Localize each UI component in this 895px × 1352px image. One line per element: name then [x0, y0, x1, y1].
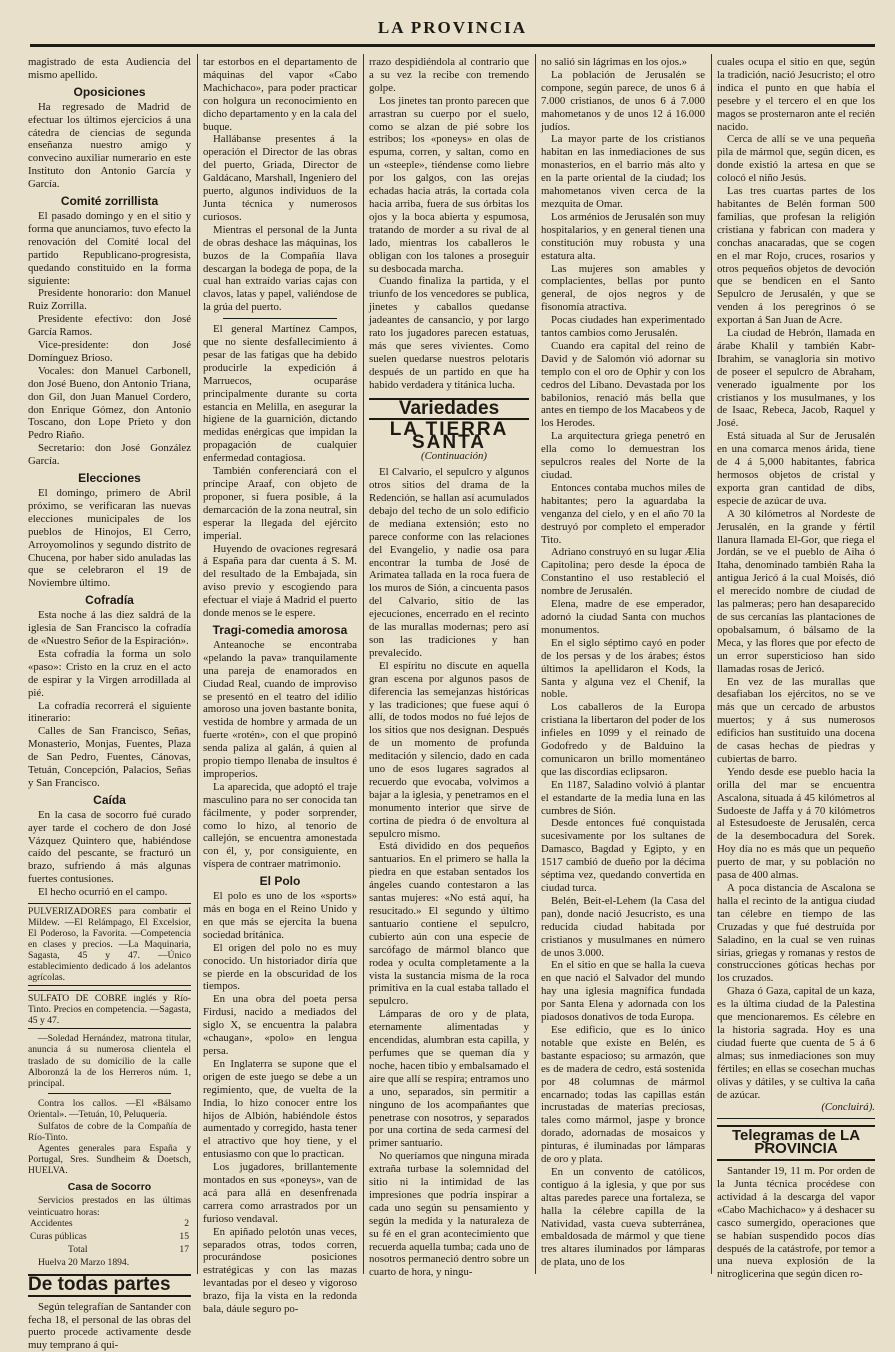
tierra-text: La mayor parte de los cristianos habitan en las inmediaciones de sus monasterios, en el barrio más alto y en la parte oriental de la ciudad; los mahometanos viven cerca de la mezquita de Omar.: [541, 133, 705, 210]
comite-item: Vocales: don Manuel Carbonell, don José Bueno, don Antonio Triana, don Gil, don Juan Manuel Cordero, don Enrique Gómez, don Antonio Toscano, don Lope Prieto y don Pedro Riaño.: [28, 364, 191, 442]
table-cell: 2: [184, 1217, 189, 1229]
comite-item: Vice-presidente: don José Domínguez Brioso.: [28, 339, 191, 364]
polo-text: El polo es uno de los «sports» más en boga en el Reino Unido y en que más se ejercita la buena sociedad británica.: [203, 890, 357, 941]
heading-oposiciones: Oposiciones: [73, 84, 146, 99]
socorro-intro: Servicios prestados en las últimas veinticuatro horas:: [28, 1195, 191, 1218]
ad-sulfato: SULFATO DE COBRE inglés y Río-Tinto. Precios en competencia. —Sagasta, 45 y 47.: [28, 990, 191, 1029]
comite-item: Secretario: don José González García.: [28, 442, 191, 468]
tierra-text: Los caballeros de la Europa cristiana la libertaron del poder de los infieles en 1099 y el reinado de Godofredo y de Balduino la comunicaron un brillo momentáneo que las discordias eclipsaron.: [541, 701, 705, 778]
polo-text: El origen del polo no es muy conocido. Un historiador diría que se pierde en la obscuridad de los tiempos.: [203, 941, 357, 993]
cofradia-text: La cofradía recorrerá el siguiente itinerario:: [28, 699, 191, 725]
polo-text: Los jugadores, brillantemente montados en sus «poneys», van de acá para allá en desenfrenada carrera como arrastrados por un furioso vendaval.: [203, 1161, 357, 1225]
column-1: [28, 56, 191, 1352]
tierra-text: Los arménios de Jerusalén son muy hospitalarios, y en general tienen una constitución muy robusta y una estatura alta.: [541, 210, 705, 262]
heading-elecciones: Elecciones: [78, 471, 141, 486]
comite-text: El pasado domingo y en el sitio y forma que anunciamos, tuvo efecto la renovación del Comité local del partido Republicano-progresista, quedando constituido en la forma siguiente:: [28, 209, 191, 287]
socorro-table: [28, 1218, 191, 1257]
heading-variedades: Variedades: [369, 398, 529, 421]
heading-casa-socorro: Casa de Socorro: [67, 1180, 152, 1193]
table-row: [28, 1244, 191, 1257]
polo-text: En una obra del poeta persa Firdusi, nacido a mediados del siglo X, se encuentra la palabra «chaugan», «polo» en lengua persa.: [203, 993, 357, 1057]
tierra-text: Yendo desde ese pueblo hacia la orilla del mar se encuentra Ascalona, situada á 45 kilómetros al Sudoeste de Jaffa y á 70 kilómetros al Estesudoeste de Jerusalén, cerca de la desembocadura del Sorek. Hoy día no es más que un pequeño puerto de mar, y su población no pasa de 400 almas.: [717, 765, 875, 882]
table-cell: Curas públicas: [30, 1230, 87, 1242]
tierra-text: La arquitectura griega penetró en ella como lo demuestran los sepulcros reales del Norte de la ciudad.: [541, 430, 705, 481]
caida-text: En la casa de socorro fué curado ayer tarde el cochero de don José Vázquez Quintero que, habiéndose caído del pescante, se fracturó un brazo, sufriendo á más algunas fuertes contusiones.: [28, 808, 191, 886]
ad-callos: Contra los callos. —El «Bálsamo Oriental». —Tetuán, 10, Peluquería.: [28, 1098, 191, 1121]
tierra-text: Entonces contaba muchos miles de habitantes; pero la aguardaba la venganza del cielo, y en el año 70 la destruyó por completo el emperador Tito.: [541, 481, 705, 546]
cofradia-text: Esta cofradía la forma un solo «paso»: Cristo en la cruz en el acto de espirar y la Virgen arrodillada al pié.: [28, 647, 191, 699]
todas-text: Según telegrafían de Santander con fecha 18, el personal de las obras del puerto procede activamente desde muy temprano á qui-: [28, 1300, 191, 1352]
column-3: [369, 56, 529, 1279]
tierra-text: El espíritu no discute en aquella gran escena por algunos pasos de diferencia las semejanzas históricas y las tradiciones; que fuese aquí ó allí, de todos modos no fué lejos de los sitios que nos designan. Después de un momento de profunda meditación y silencio, dado en cada uno de esos lugares sagrados al recuerdo que evocaba, volvimos a bajar a la iglesia, y penetramos en el monumento interior que sirve de cortina de piedra ó de envoltura al sepulcro mismo.: [369, 659, 529, 840]
column-divider: [711, 54, 712, 1274]
article-text: El general Martínez Campos, que no siente desfallecimiento á pesar de las fatigas que ha debido producirle la expedición á Marruecos, ocuparáse principalmente durante su corta estancia en Melilla, en asegurar la higiene de la guarnición, dictando medidas enérgicas que impidan la propagación de cualquier enfermedad contagiosa.: [203, 323, 357, 465]
polo-text: rrazo despidiéndola al contrario que a su vez la recibe con tremendo golpe.: [369, 56, 529, 94]
tierra-text: El Calvario, el sepulcro y algunos otros sitios del drama de la Redención, se hallan así acumulados debajo del techo de un solo edificio de mediana extensión; esto no parece conforme con las relaciones del Evangelio, y nadie osa para encontrar la tumba de José de Arimatea tallada en la roca fuera de los muros de Sión, a cincuenta pasos del Calvario, sitio de las ejecuciones, encerrado en el recinto de las murallas modernas; pero así son las tradiciones y han prevalecido.: [369, 466, 529, 659]
table-row: [28, 1218, 191, 1231]
tierra-text: Cerca de allí se ve una pequeña pila de mármol que, según dicen, es donde existió la artesa en que se colocó el niño Jesús.: [717, 133, 875, 185]
heading-la-tierra-santa: LA TIERRA SANTA: [389, 419, 509, 454]
table-cell: 17: [179, 1243, 189, 1255]
polo-text: En Inglaterra se supone que el origen de este juego se debe a un regimiento, que, de vuelta de la India, lo hizo conocer entre los hijos de Albión, habiéndole éstos aumentado y corregido, hasta tener el atractivo que hoy tiene, y el entusiasmo con que lo practican.: [203, 1057, 357, 1161]
comite-item: Presidente honorario: don Manuel Ruiz Zorrilla.: [28, 287, 191, 313]
polo-text: Los jinetes tan pronto parecen que arrastran su cuerpo por el suelo, como se alzan de pié sobre los estribos; los «poneys» en olas de espuma, corren, y saltan, como en un «steeple», tiéndense como liebre por los galgos, con las orejas echadas hacia atrás, la cortada cola hacia arriba, fuera de sus órbitas los ojos y la boca abierta y espumosa, tratando de morder a su rival de al lado, mientras los caballeros le obligan con los talones a proseguir su desbocada marcha.: [369, 94, 529, 275]
telegramas-text: Santander 19, 11 m. Por orden de la Junta técnica procédese con actividad á la descarga del vapor «Cabo Machichaco» y á deshacer su casco sumergido, operaciones que se habían suspendido pocos días después de la catástrofe, por temor a una nueva explosión de la nitroglicerina que según dicen ro-: [717, 1165, 875, 1281]
comite-item: Presidente efectivo: don José García Ramos.: [28, 313, 191, 339]
tierra-text: Está dividido en dos pequeños santuarios. En el primero se halla la piedra en que estaban sentados los ángeles cuando contestaron a las santas mujeres: «No está aquí, ha resucitado.» El segundo y último santuario contiene el sepulcro, cubierto aún con una especie de sarcófago de mármol blanco que rodea y oculta completamente a la vista la sustancia misma de la roca primitiva en la cual estaba tallado el sepulcro.: [369, 840, 529, 1008]
heading-el-polo: El Polo: [259, 874, 301, 889]
tierra-text: Pocas ciudades han experimentado tantos cambios como Jerusalén.: [541, 314, 705, 340]
tierra-text: no salió sin lágrimas en los ojos.»: [541, 56, 688, 68]
tierra-text: En el sitio en que se halla la cueva en que nació el Salvador del mundo hay una iglesia magnífica fundada por Santa Elena y adornada con los piadosos donativos de toda Europa.: [541, 959, 705, 1024]
oposiciones-text: Ha regresado de Madrid de efectuar los últimos ejercicios á una cátedra de ciencias de segunda enseñanza nuestro amigo y convecino auxiliar numerario en este Instituto don Antonio García y García.: [28, 100, 191, 191]
cofradia-itinerary: Calles de San Francisco, Señas, Monasterio, Monjas, Fuentes, Plaza de San Pedro, Fuentes, Cánovas, Tetuán, Concepción, Palacios, Señas y San Francisco.: [28, 725, 191, 789]
article-text: Hallábanse presentes á la operación el Director de las obras del puerto, Griada, Director de Galdácano, Marshall, Ingeniero del puerto, algunos individuos de la Junta técnica y numerosos curiosos.: [203, 133, 357, 223]
ad-matrona: —Soledad Hernández, matrona titular, anuncia á su numerosa clientela el traslado de su domicilio de la calle Alboronzá la de los Herreros núm. 1, principal.: [28, 1033, 191, 1089]
masthead-rule: [30, 44, 875, 47]
heading-caida: Caída: [93, 792, 126, 807]
table-cell: 15: [179, 1230, 189, 1242]
heading-telegramas: Telegramas de LA PROVINCIA: [717, 1125, 875, 1161]
caida-text: El hecho ocurrió en el campo.: [38, 886, 168, 899]
polo-text: Cuando finaliza la partida, y el triunfo de los vencedores se publica, jinetes y caballos quedanse jadeantes de cansancio, y por largo rato los jugadores parecen estatuas, más que seres vivientes. Como suelen quedarse nuestros pelotaris después de un partido en que ha habido verdadera y titánica lucha.: [369, 275, 529, 391]
concluira-label: (Concluirá).: [821, 1101, 875, 1114]
tierra-text: En 1187, Saladino volvió á plantar el estandarte de la media luna en las cumbres de Sión.: [541, 778, 705, 817]
masthead-title: LA PROVINCIA: [377, 18, 528, 37]
tierra-text: Belén, Beit-el-Lehem (la Casa del pan), donde nació Jesucristo, es una reducida ciudad habitada por cristianos y musulmanes en número de unos 3.000.: [541, 894, 705, 959]
ad-sulfatos-rio-tinto: Sulfatos de cobre de la Compañía de Río-Tinto.: [28, 1120, 191, 1143]
socorro-date: Huelva 20 Marzo 1894.: [38, 1256, 130, 1268]
tierra-text: La población de Jerusalén se compone, según parece, de unos 6 á 7.000 cristianos, de unos 6 á 7.000 mahometanos y de unos 12 á 16.000 judíos.: [541, 68, 705, 133]
tierra-text: Ese edificio, que es lo único notable que existe en Belén, es bastante espacioso; su armazón, que es de madera de cedro, está sostenida por 48 columnas de mármol encarnado; todas las capillas están incrustadas de materias preciosas, tales como mármol, jaspe y bronce dorado, adornadas de mosaicos y pinturas, é iluminadas por lámparas de oro y plata.: [541, 1023, 705, 1166]
cofradia-text: Esta noche á las diez saldrá de la iglesia de San Francisco la cofradía de «Nuestro Señor de la Espiración».: [28, 609, 191, 647]
article-text: Huyendo de ovaciones regresará á España para dar cuenta á S. M. del resultado de la Embajada, sin aviso previo y escogiendo para efectuar el viaje á Madrid el puerto donde menos se le espere.: [203, 542, 357, 620]
tierra-text: Ghaza ó Gaza, capital de un kaza, es la última ciudad de la Palestina que mencionaremos. Es célebre en la historia sagrada. Hoy es una ciudad fuerte que cuenta de 5 á 6 almas; sus inmediaciones son muy fértiles; en ellas se cosechan muchas olivas y dátiles, y se cultiva la caña de azúcar.: [717, 985, 875, 1101]
tragi-text: La aparecida, que adoptó el traje masculino para no ser conocida tan fácilmente, y poder sorprender, como lo hizo, al tenorio de callejón, se encuentra amonestada con él, y, por consiguiente, en víspera de contraer matrimonio.: [203, 780, 357, 871]
divider: [48, 1093, 171, 1094]
tierra-text: La ciudad de Hebrón, llamada en árabe Khalil y también Kabr-Ibrahim, se vanagloria sin motivo de poseer el sepulcro de Abraham, venerado igualmente por los cristianos y los musulmanes, y los de Isaac, Rebeca, Jacob, Raquel y José.: [717, 327, 875, 430]
tierra-text: No queríamos que ninguna mirada extraña turbase la solemnidad del sitio ni la intimidad de las impresiones que podría inspirar a cada uno según su pensamiento y según la medida y la naturaleza de su fé en el gran acontecimiento que recuerda aquella tumba; cada uno de nosotros permaneció dentro sobre un cuarto de hora, y ningu-: [369, 1150, 529, 1279]
ad-agentes: Agentes generales para España y Portugal, Sres. Sundheim & Doetsch, HUELVA.: [28, 1142, 191, 1177]
column-2: [203, 56, 357, 1316]
column-divider: [197, 54, 198, 1274]
tierra-text: cuales ocupa el sitio en que, según la tradición, nació Jesucristo; el otro indica el punto en que había el pesebre y el tercero el en que los magos se prosternaron ante el recién nacido.: [717, 56, 875, 133]
tierra-text: A 30 kilómetros al Nordeste de Jerusalén, en la grande y fértil llanura llamada El-Gor, que riega el Jordán, se ve el pueblo de Aiha ó Itaha, denominado también Raha la antigua Jericó á la cual Moisés, dió el merecido nombre de ciudad de las palmeras; pero han desaparecido de sus cercanías las plantaciones de opobalsamum, ó bálsamo de la Meca, y las flores que por efecto de un error supersticioso han sido llamadas rosas de Jericó.: [717, 507, 875, 675]
column-4: [541, 56, 705, 1274]
lead-text: magistrado de esta Audiencia del mismo apellido.: [28, 56, 191, 81]
tierra-text: Adriano construyó en su lugar Ælia Capitolina; pero desde la época de Constantino el uso restableció el nombre de Jerusalén.: [541, 546, 705, 598]
polo-text: En apiñado pelotón unas veces, separados otras, todos corren, procurándose posiciones estratégicas y con las mazas levantadas por el deseo y vigoroso brazo, fija la vista en la redonda bala, dáule seguro po-: [203, 1225, 357, 1316]
article-text: También conferenciará con el príncipe Araaf, con objeto de proponer, si fuera posible, á la demarcación de la zona neutral, sin esperar la llegada del ejército imperial.: [203, 465, 357, 542]
tierra-text: Lámparas de oro y de plata, eternamente alimentadas y encendidas, alumbran esta capilla, y perfumes que se queman día y noche, hacen tibio y embalsamado el aire que allí se respira; entramos uno a uno, separados, sin permitir a ninguno de los acompañantes que penetrase con nosotros, y separados por una cortina de seda carmesí del primer santuario.: [369, 1008, 529, 1150]
tierra-text: Las mujeres son amables y complacientes, bellas por punto general, de ojos negros y de fisonomía atractiva.: [541, 262, 705, 314]
divider: [223, 318, 337, 319]
tierra-text: Las tres cuartas partes de los habitantes de Belén forman 500 familias, que profesan la religión cristiana y fabrican con madera y conchas anacaradas, que se cogen en el mar Rojo, cruces, rosarios y otros pequeños objetos de devoción que se bendicen en el Santo Sepulcro de Jerusalén, y que se venden á los peregrinos ó se exportan á San Juan de Acre.: [717, 185, 875, 327]
article-text: Mientras el personal de la Junta de obras deshace las máquinas, los buzos de la Compañía llava descargan la bodega de popa, de la cual han extraído varias cajas con clavos, latas y papel, valiéndose de la grúa del puerto.: [203, 223, 357, 314]
tierra-text: A poca distancia de Ascalona se halla el recinto de la antigua ciudad tan célebre en tiempo de las Cruzadas y que fué destruída por Saladino, en la cual se ven ruinas sirias, griegas y romanas y restos de construcciones góticas hechas por los cruzados.: [717, 882, 875, 985]
heading-comite: Comité zorrillista: [60, 194, 159, 209]
tierra-text: En un convento de católicos, contiguo á la iglesia, y que por sus altas paredes parece una fortaleza, se halla la célebre capilla de la Natividad, vasta cueva subterránea, embaldosada de mármol y que tiene tres altares iluminados por lámparas de plata, uno de los: [541, 1165, 705, 1269]
tierra-text: Desde entonces fué conquistada sucesivamente por los sultanes de Damasco, Bagdad y Egipto, y en 1517 cambió de dueño por la décima séptima vez, quedando convertida en ciudad turca.: [541, 817, 705, 894]
tierra-text: En vez de las murallas que desafiaban los ejércitos, no se ve más que un cercado de arbustos muertos; y á sus numerosos edificios han sustituido una docena de casas hechas de piedras y cubiertas de barro.: [717, 675, 875, 765]
ad-pulverizadores: PULVERIZADORES para combatir el Mildew. —El Relámpago, El Excelsior, El Poderoso, la Favorita. —Competencia en clases y precios. —La Maquinaria, Sagasta, 45 y 47. —Único establecimiento dedicado á los adelantos agrícolas.: [28, 903, 191, 986]
table-cell: Total: [68, 1243, 88, 1255]
continuacion-label: (Continuación): [421, 450, 487, 463]
elecciones-text: El domingo, primero de Abril próximo, se verificaran las nuevas elecciones municipales de los pueblos de Hinojos, El Cerro, Arroyomolinos y segundo distrito de Chucena, por haber sido anuladas las que se celebraron el 19 de Noviembre último.: [28, 487, 191, 590]
column-divider: [535, 54, 536, 1274]
heading-de-todas-partes: De todas partes: [28, 1274, 191, 1297]
tragi-text: Anteanoche se encontraba «pelando la pava» tranquilamente una pareja de enamorados en Ciudad Real, cuando de improviso se presentó en el teatro del idilio amoroso una joven bastante bonita, vestida de hombre y armada de un fuerte «rotén», con el que propinó senda paliza al galán, á quien al propio tiempo llenaba de insultos é improperios.: [203, 638, 357, 780]
masthead: [30, 0, 875, 40]
table-cell: Accidentes: [30, 1217, 73, 1229]
divider: [717, 1118, 875, 1119]
tierra-text: Elena, madre de ese emperador, adornó la ciudad Santa con muchos monumentos.: [541, 598, 705, 636]
tierra-text: Cuando era capital del reino de David y de Salomón vió adornar su templo con el oro de Ophir y con los cedros del Líbano. Devastada por los babilonios, renació más bella que antes en tiempo de los Macabeos y de los Herodes.: [541, 339, 705, 430]
column-5: [717, 56, 875, 1281]
table-row: [28, 1231, 191, 1244]
heading-cofradia: Cofradía: [85, 593, 134, 608]
tierra-text: Está situada al Sur de Jerusalén en una comarca menos árida, tiene de 4 á 5,000 habitantes, fabrica hermosos objetos de cristal y exporta gran cantidad de dibs, especie de azúcar de uva.: [717, 430, 875, 507]
article-text: tar estorbos en el departamento de máquinas del vapor «Cabo Machichaco», para poder practicar con holgura un reconocimiento en dicho departamento y en la cala del buque.: [203, 56, 357, 133]
column-divider: [363, 54, 364, 1274]
heading-tragi-comedia: Tragi-comedia amorosa: [212, 622, 348, 637]
tierra-text: En el siglo séptimo cayó en poder de los persas y de los árabes; éstos últimos la apellidaron el Kods, la Santa y alguna vez el Chenif, la noble.: [541, 636, 705, 701]
